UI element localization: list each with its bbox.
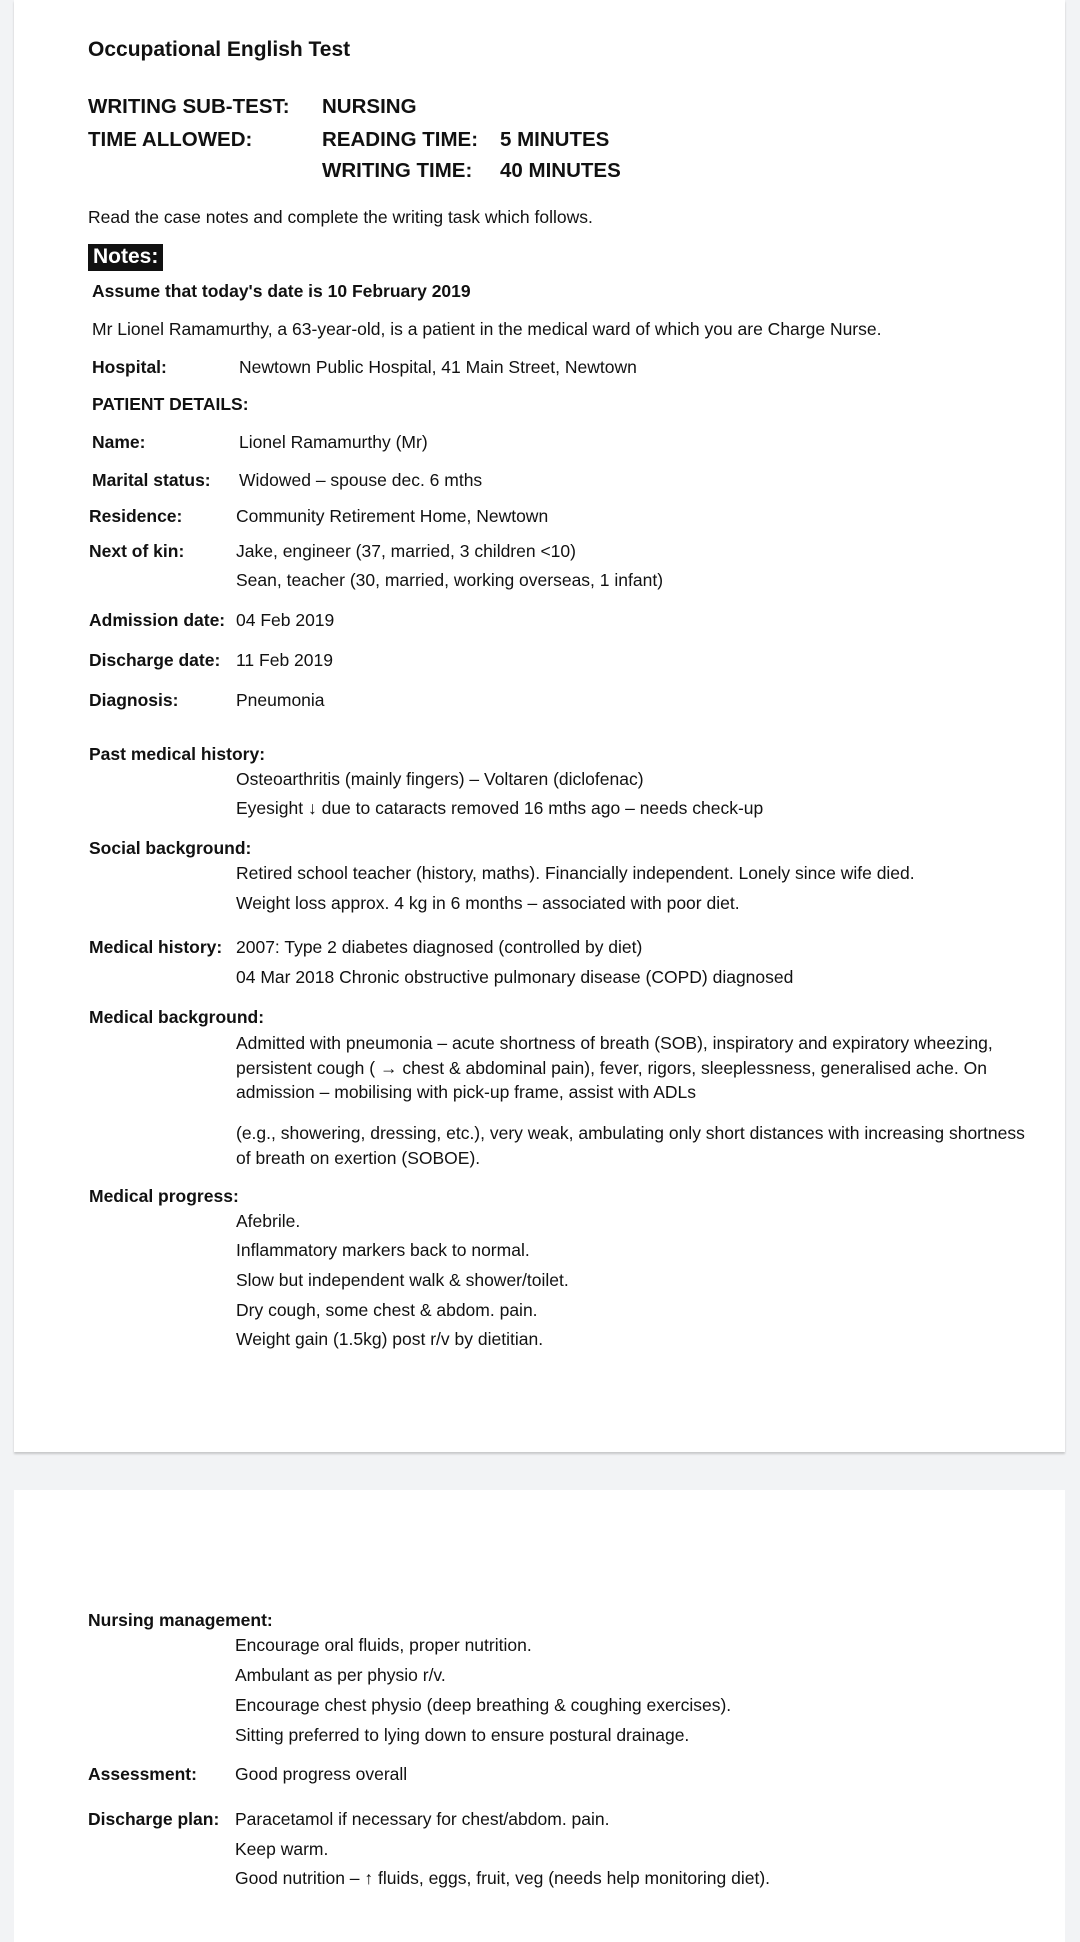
admission-value: 04 Feb 2019 [236, 610, 335, 630]
medical-background-para: Admitted with pneumonia – acute shortness of breath (SOB), inspiratory and expiratory wheezing, persistent cough ( → chest & abdominal pain), fever, rigors, sleeplessness, generalised ache. On admission – mobilising with pick-up frame, assist with ADLs [236, 1033, 993, 1102]
discharge-plan-line: Keep warm. [235, 1839, 329, 1859]
medical-background-label: Medical background: [89, 1007, 265, 1027]
residence-value: Community Retirement Home, Newtown [236, 506, 549, 526]
medical-history-label: Medical history: [89, 937, 223, 957]
patient-details-heading: PATIENT DETAILS: [92, 394, 249, 414]
medical-progress-label: Medical progress: [89, 1186, 239, 1206]
writing-time-label: WRITING TIME: [322, 159, 473, 182]
hospital-label: Hospital: [92, 357, 167, 377]
medical-history-line: 2007: Type 2 diabetes diagnosed (controlled by diet) [236, 937, 643, 957]
discharge-date-label: Discharge date: [89, 650, 221, 670]
document-page-2 [14, 1490, 1065, 1942]
marital-value: Widowed – spouse dec. 6 mths [239, 470, 483, 490]
discharge-plan-line: Paracetamol if necessary for chest/abdom. pain. [235, 1809, 610, 1829]
nursing-management-label: Nursing management: [88, 1610, 273, 1630]
reading-time-label: READING TIME: [322, 128, 479, 151]
discharge-plan-label: Discharge plan: [88, 1809, 220, 1829]
next-of-kin-line: Jake, engineer (37, married, 3 children <10) [236, 541, 576, 561]
reading-time-value: 5 MINUTES [500, 128, 610, 151]
marital-label: Marital status: [92, 470, 211, 490]
medical-background-para: (e.g., showering, dressing, etc.), very weak, ambulating only short distances with increasing shortness of breath on exertion (SOBOE). [236, 1123, 1025, 1168]
nursing-management-line: Encourage chest physio (deep breathing & coughing exercises). [235, 1695, 732, 1715]
intro-text: Mr Lionel Ramamurthy, a 63-year-old, is a patient in the medical ward of which you are Charge Nurse. [92, 319, 882, 339]
past-history-line: Osteoarthritis (mainly fingers) – Voltaren (diclofenac) [236, 769, 644, 789]
assessment-value: Good progress overall [235, 1764, 408, 1784]
medical-progress-line: Weight gain (1.5kg) post r/v by dietitian. [236, 1329, 544, 1349]
next-of-kin-line: Sean, teacher (30, married, working overseas, 1 infant) [236, 570, 664, 590]
instruction-text: Read the case notes and complete the writing task which follows. [88, 207, 593, 227]
diagnosis-label: Diagnosis: [89, 690, 179, 710]
name-value: Lionel Ramamurthy (Mr) [239, 432, 428, 452]
past-history-line: Eyesight ↓ due to cataracts removed 16 mths ago – needs check-up [236, 798, 764, 818]
date-line: Assume that today's date is 10 February 2019 [92, 281, 471, 301]
medical-progress-line: Inflammatory markers back to normal. [236, 1240, 530, 1260]
diagnosis-value: Pneumonia [236, 690, 325, 710]
nursing-management-line: Encourage oral fluids, proper nutrition. [235, 1635, 532, 1655]
social-background-label: Social background: [89, 838, 252, 858]
hospital-value: Newtown Public Hospital, 41 Main Street, Newtown [239, 357, 637, 377]
discharge-date-value: 11 Feb 2019 [236, 650, 333, 670]
nursing-management-line: Ambulant as per physio r/v. [235, 1665, 446, 1685]
time-allowed-label: TIME ALLOWED: [88, 128, 253, 151]
nursing-management-line: Sitting preferred to lying down to ensure postural drainage. [235, 1725, 690, 1745]
discharge-plan-line: Good nutrition – ↑ fluids, eggs, fruit, veg (needs help monitoring diet). [235, 1868, 771, 1888]
past-history-label: Past medical history: [89, 744, 266, 764]
doc-title: Occupational English Test [88, 38, 351, 61]
medical-history-line: 04 Mar 2018 Chronic obstructive pulmonary disease (COPD) diagnosed [236, 967, 794, 987]
document-page-1 [14, 0, 1065, 1452]
social-background-line: Weight loss approx. 4 kg in 6 months – associated with poor diet. [236, 893, 740, 913]
writing-time-value: 40 MINUTES [500, 159, 621, 182]
name-label: Name: [92, 432, 146, 452]
medical-progress-line: Slow but independent walk & shower/toilet. [236, 1270, 569, 1290]
subtest-value: NURSING [322, 95, 417, 118]
notes-badge: Notes: [88, 244, 163, 271]
social-background-line: Retired school teacher (history, maths). Financially independent. Lonely since wife died. [236, 863, 915, 883]
residence-label: Residence: [89, 506, 183, 526]
medical-progress-line: Dry cough, some chest & abdom. pain. [236, 1300, 538, 1320]
next-of-kin-label: Next of kin: [89, 541, 185, 561]
assessment-label: Assessment: [88, 1764, 197, 1784]
admission-label: Admission date: [89, 610, 226, 630]
subtest-label: WRITING SUB-TEST: [88, 95, 290, 118]
medical-progress-line: Afebrile. [236, 1211, 301, 1231]
